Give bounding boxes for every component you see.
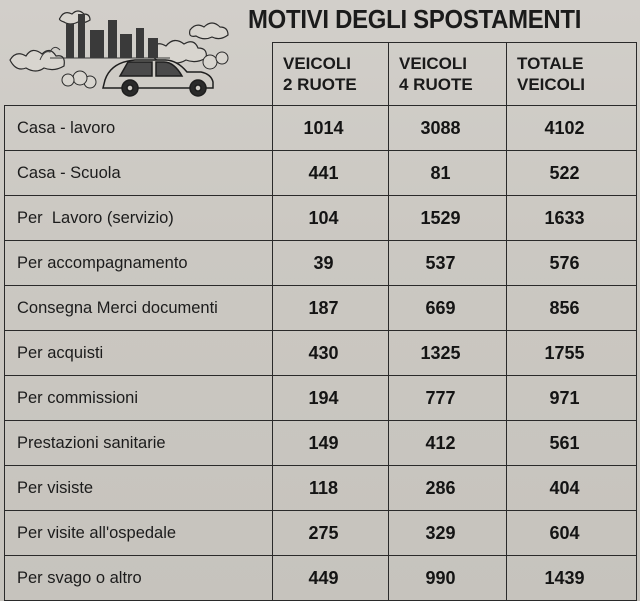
value-totale: 1755 xyxy=(507,331,637,376)
value-2-ruote: 441 xyxy=(273,151,389,196)
smoke-cloud xyxy=(60,11,91,24)
header-row xyxy=(5,43,637,106)
row-label: Per Lavoro (servizio) xyxy=(5,196,273,241)
value-2-ruote: 39 xyxy=(273,241,389,286)
value-totale: 856 xyxy=(507,286,637,331)
value-totale: 561 xyxy=(507,421,637,466)
value-2-ruote: 118 xyxy=(273,466,389,511)
value-2-ruote: 1014 xyxy=(273,106,389,151)
row-label: Per svago o altro xyxy=(5,556,273,601)
value-totale: 604 xyxy=(507,511,637,556)
row-label: Casa - lavoro xyxy=(5,106,273,151)
header-veicoli-4-ruote: VEICOLI 4 RUOTE xyxy=(389,43,507,106)
table-row xyxy=(5,151,637,196)
page-title: MOTIVI DEGLI SPOSTAMENTI xyxy=(248,4,582,34)
value-totale: 971 xyxy=(507,376,637,421)
row-label: Per visite all'ospedale xyxy=(5,511,273,556)
value-2-ruote: 187 xyxy=(273,286,389,331)
data-table xyxy=(4,42,637,601)
value-4-ruote: 3088 xyxy=(389,106,507,151)
row-label: Consegna Merci documenti xyxy=(5,286,273,331)
value-4-ruote: 777 xyxy=(389,376,507,421)
table-row xyxy=(5,241,637,286)
value-4-ruote: 537 xyxy=(389,241,507,286)
value-4-ruote: 412 xyxy=(389,421,507,466)
value-2-ruote: 449 xyxy=(273,556,389,601)
row-label: Per commissioni xyxy=(5,376,273,421)
table-row xyxy=(5,466,637,511)
header-veicoli-2-ruote: VEICOLI 2 RUOTE xyxy=(273,43,389,106)
row-label: Per acquisti xyxy=(5,331,273,376)
header-totale-veicoli: TOTALE VEICOLI xyxy=(507,43,637,106)
value-2-ruote: 149 xyxy=(273,421,389,466)
value-2-ruote: 104 xyxy=(273,196,389,241)
row-label: Per visiste xyxy=(5,466,273,511)
header-empty-cell xyxy=(5,43,273,106)
table-row xyxy=(5,511,637,556)
value-4-ruote: 1529 xyxy=(389,196,507,241)
table-row xyxy=(5,421,637,466)
value-totale: 404 xyxy=(507,466,637,511)
smoke-cloud xyxy=(190,23,228,39)
value-4-ruote: 81 xyxy=(389,151,507,196)
value-4-ruote: 669 xyxy=(389,286,507,331)
value-totale: 1633 xyxy=(507,196,637,241)
value-totale: 522 xyxy=(507,151,637,196)
value-2-ruote: 275 xyxy=(273,511,389,556)
value-4-ruote: 1325 xyxy=(389,331,507,376)
value-totale: 1439 xyxy=(507,556,637,601)
value-totale: 4102 xyxy=(507,106,637,151)
value-4-ruote: 990 xyxy=(389,556,507,601)
row-label: Casa - Scuola xyxy=(5,151,273,196)
table-row xyxy=(5,556,637,601)
table-row xyxy=(5,376,637,421)
table-row xyxy=(5,331,637,376)
value-2-ruote: 194 xyxy=(273,376,389,421)
table-row xyxy=(5,286,637,331)
table-row xyxy=(5,106,637,151)
value-2-ruote: 430 xyxy=(273,331,389,376)
value-4-ruote: 286 xyxy=(389,466,507,511)
row-label: Prestazioni sanitarie xyxy=(5,421,273,466)
table-row xyxy=(5,196,637,241)
value-4-ruote: 329 xyxy=(389,511,507,556)
value-totale: 576 xyxy=(507,241,637,286)
row-label: Per accompagnamento xyxy=(5,241,273,286)
